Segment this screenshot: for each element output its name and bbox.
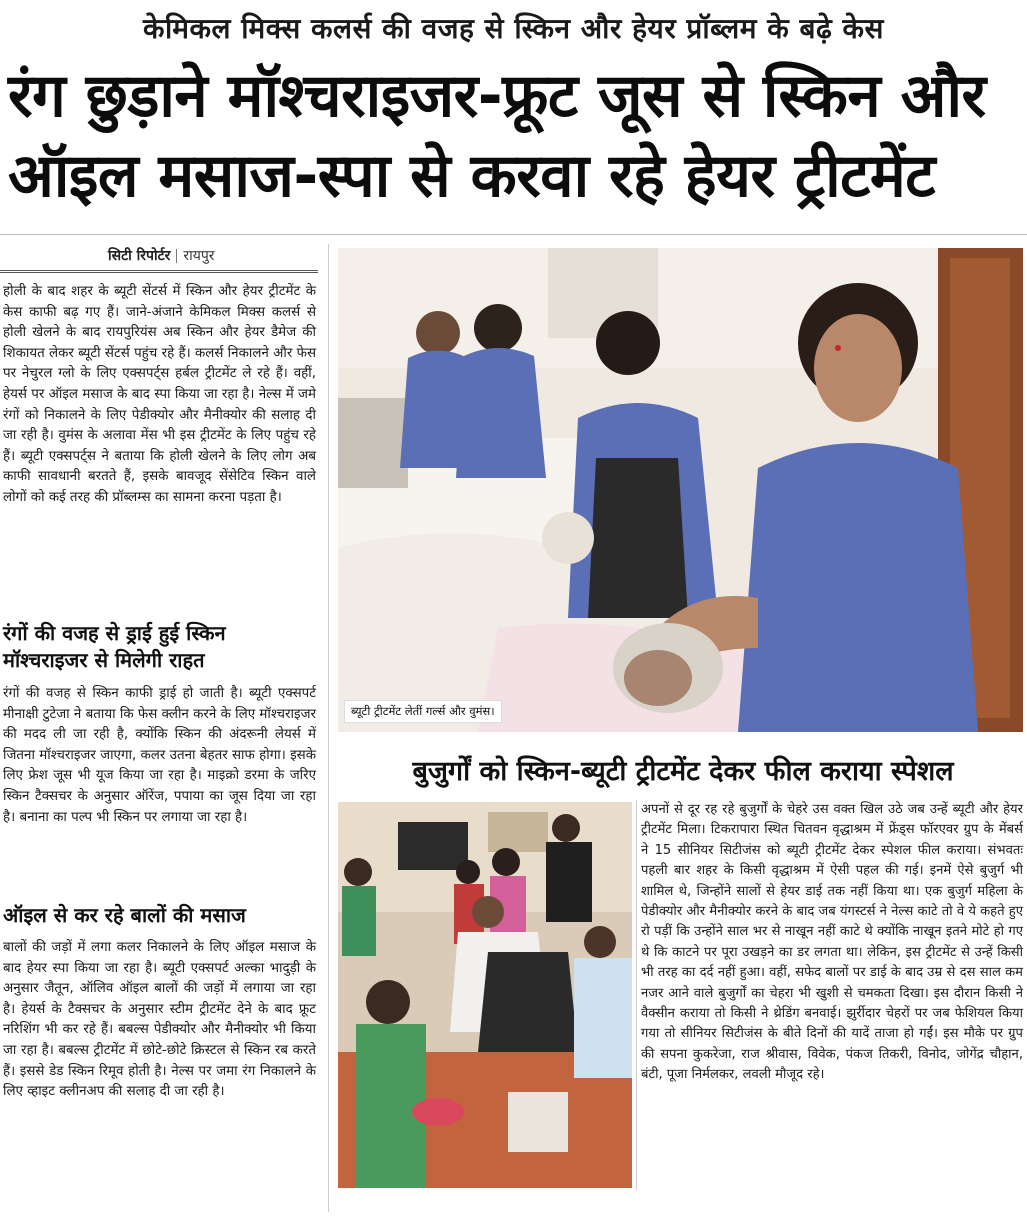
byline-place: रायपुर <box>183 248 215 264</box>
subhead-dry-skin: रंगों की वजह से ड्राई हुई स्किन मॉश्चराइजर से मिलेगी राहत <box>3 621 226 672</box>
kicker: केमिकल मिक्स कलर्स की वजह से स्किन और हेयर प्रॉब्लम के बढ़े केस <box>143 12 884 45</box>
old-age-home-illustration <box>338 802 632 1188</box>
para-block-3 <box>3 938 316 1103</box>
headline <box>8 56 1020 216</box>
para-block-2 <box>3 684 316 828</box>
byline <box>108 246 215 265</box>
intro-paragraph: होली के बाद शहर के ब्यूटी सेंटर्स में स्किन और हेयर ट्रीटमेंट के केस काफी बढ़ गए हैं। जाने-अंजाने केमिकल मिक्स कलर्स से होली खेलने के बाद रायपुरियंस अब स्किन और हेयर डैमेज की शिकायत लेकर ब्यूटी सेंटर्स पहुंच रहे हैं। कलर्स निकालने और फेस पर नेचुरल ग्लो के लिए एक्सपर्ट्स हर्बल ट्रीटमेंट ले रहे हैं। वहीं, हेयर्स पर ऑइल मसाज के बाद स्पा किया जा रहा है। नेल्स में जमे रंगों को निकालने के लिए पेडीक्योर और मैनीक्योर की सलाह दी जा रही है। वुमंस के अलावा मेंस भी इस ट्रीटमेंट के लिए पहुंच रहे हैं। ब्यूटी एक्सपर्ट्स ने बताया कि होली खेलने के लिए लोग अब काफी सावधानी बरतते हैं, इसके बावजूद सेंसेटिव स्किन वाले लोगों को कई तरह की प्रॉब्लम्स का सामना करना पड़ता है। <box>3 284 316 505</box>
byline-separator <box>176 249 177 263</box>
headline-line-1: रंग छुड़ाने मॉश्चराइजर-फ्रूट जूस से स्किन और <box>8 61 986 131</box>
subhead-block-1 <box>3 620 316 674</box>
headline-line-2: ऑइल मसाज-स्पा से करवा रहे हेयर ट्रीटमेंट <box>8 141 936 211</box>
moisturizer-paragraph: रंगों की वजह से स्किन काफी ड्राई हो जाती है। ब्यूटी एक्सपर्ट मीनाक्षी टुटेजा ने बताया कि फेस क्लीन करने के लिए मॉश्चराइजर की मदद ली जा रही है, क्योंकि स्किन की अंदरूनी लेयर्स में जितना मॉश्चराइजर जाएगा, कलर उतना बेहतर साफ होगा। इसके लिए फ्रेश जूस भी यूज किया जा रहा है। माइक्रो डरमा के जरिए स्किन टैक्सचर के अनुसार ऑरेंज, पपाया का जूस दिया जा रहा है। बनाना का पल्प भी स्किन पर लगाया जा रहा है। <box>3 686 316 825</box>
story2-column <box>641 800 1023 1086</box>
photo-caption: ब्यूटी ट्रीटमेंट लेतीं गर्ल्स और वुमंस। <box>344 700 502 723</box>
salon-photo <box>338 248 1023 732</box>
column-rule <box>0 270 318 273</box>
salon-photo-illustration <box>338 248 1023 732</box>
story2-divider <box>636 800 637 1190</box>
story2-body: अपनों से दूर रह रहे बुजुर्गों के चेहरे उस वक्त खिल उठे जब उन्हें ब्यूटी और हेयर ट्रीटमेंट मिला। टिकरापारा स्थित चितवन वृद्धाश्रम में फ्रेंड्स फॉरएवर ग्रुप के मेंबर्स ने 15 सीनियर सिटीजंस को ब्यूटी ट्रीटमेंट देकर स्पेशल फील कराया। संभवतः पहली बार शहर के किसी वृद्धाश्रम में ऐसी पहल की गई। इनमें ऐसे बुजुर्ग भी शामिल थे, जिन्होंने सालों से हेयर डाई तक नहीं किया था। एक बुजुर्ग महिला के पेडीक्योर और मैनीक्योर करने के बाद जब यंगस्टर्स ने नेल्स काटे तो वे ये कहते हुए रो पड़ीं कि उन्होंने साल भर से नाखून नहीं काटे थे क्योंकि नाखून इतने मोटे हो गए थे कि काटने पर पूरा उखड़ने का डर लगता था। लेकिन, इस ट्रीटमेंट से उन्हें किसी भी तरह का दर्द नहीं हुआ। वहीं, सफेद बालों पर डाई के बाद उम्र से दस साल कम नजर आने वाले बुजुर्गों का चेहरा भी खुशी से चमकता दिखा। इस दौरान किसी ने वैक्सीन कराया तो किसी ने थ्रेडिंग बनवाई। झुर्रीदार चेहरों पर जब फेशियल किया गया तो सीनियर सिटीजंस के बीते दिनों की यादें ताजा हो गईं। इस मौके पर ग्रुप की सपना कुकरेजा, राज श्रीवास, विवेक, पंकज तिकरी, विनोद, जोगेंद्र चौहान, बंटी, पूजा निर्मलकर, लवली मौजूद रहे। <box>641 802 1023 1083</box>
story2-headline: बुजुर्गों को स्किन-ब्यूटी ट्रीटमेंट देकर फील कराया स्पेशल <box>412 756 954 787</box>
column-divider <box>328 244 329 1212</box>
old-age-home-photo <box>338 802 632 1188</box>
subhead-oil-massage: ऑइल से कर रहे बालों की मसाज <box>3 903 246 927</box>
left-column <box>3 282 316 509</box>
byline-reporter: सिटी रिपोर्टर <box>108 248 171 264</box>
top-rule <box>0 234 1027 235</box>
hair-paragraph: बालों की जड़ों में लगा कलर निकालने के लिए ऑइल मसाज के बाद हेयर स्पा किया जा रहा है। ब्यूटी एक्सपर्ट अल्का भादुड़ी के अनुसार जैतून, ऑलिव ऑइल बालों की जड़ों में लगाया जा रहा है। हेयर्स के टैक्सचर के अनुसार स्टीम ट्रीटमेंट देने के बाद फ्रूट नरिशिंग भी कर रहे हैं। बबल्स पेडीक्योर और मैनीक्योर भी किया जा रहा है। बबल्स ट्रीटमेंट में छोटे-छोटे क्रिस्टल से स्किन रब करते हैं। इससे डेड स्किन रिमूव होती है। नेल्स पर जमा रंग निकालने के लिए व्हाइट क्लीनअप की सलाह दी जा रही है। <box>3 940 316 1100</box>
subhead-block-2 <box>3 902 316 929</box>
